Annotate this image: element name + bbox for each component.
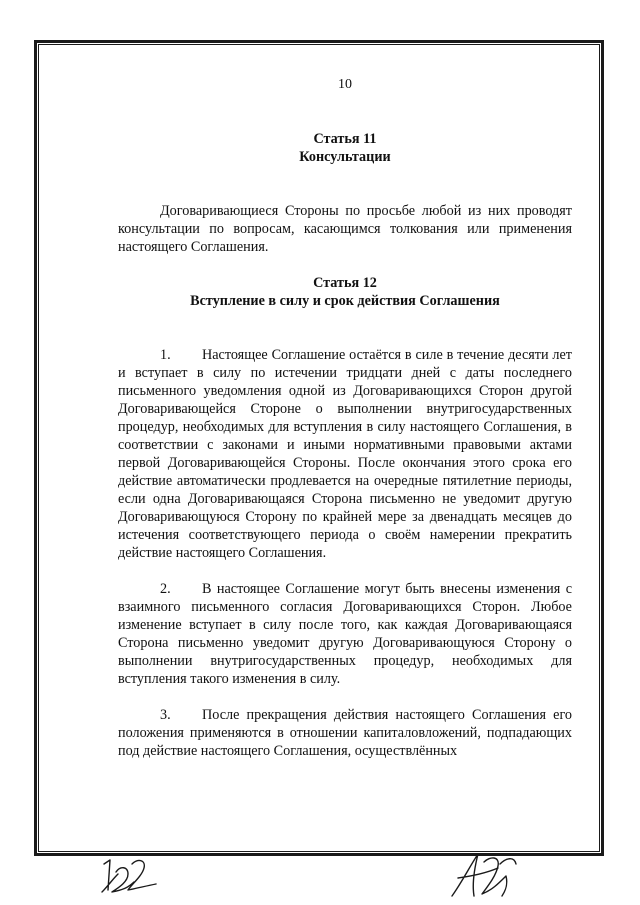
item-1-text: Настоящее Соглашение остаётся в силе в течение десяти лет и вступает в силу по истечении тридцати дней с даты последнего письменного уведомления одной из Договаривающихся Сторон другой Договаривающейся Стороне о выполнении внутригосударственных процедур, необходимых для вступления в силу настоящего Соглашения, в соответствии с законами и иными нормативными правовыми актами первой Договаривающейся Стороны. После окончания этого срока его действие автоматически продлевается на очередные пятилетние периоды, если одна Договаривающаяся Сторона письменно не уведомит другую Договаривающуюся Сторону по крайней мере за двенадцать месяцев до истечения соответствующего периода о своём намерении прекратить действие настоящего Соглашения. — [118, 347, 572, 561]
handwritten-initials-right — [444, 846, 524, 902]
item-3-text: После прекращения действия настоящего Соглашения его положения применяются в отношении капиталовложений, подпадающих под действие настоящего Соглашения, осуществлённых — [118, 707, 572, 759]
item-2-text: В настоящее Соглашение могут быть внесены изменения с взаимного письменного согласия Договаривающихся Сторон. Любое изменение вступает в силу после того, как каждая Договаривающаяся Сторона письменно уведомит другую Договаривающуюся Сторону о выполнении внутригосударственных процедур, необходимых для вступления такого изменения в силу. — [118, 581, 572, 687]
document-content — [118, 76, 572, 760]
article-12-item-3 — [118, 706, 572, 760]
article-12-title: Вступление в силу и срок действия Соглашения — [190, 293, 500, 309]
page-number: 10 — [338, 77, 352, 92]
article-11-number: Статья 11 — [313, 131, 377, 147]
article-12-number: Статья 12 — [313, 275, 377, 291]
item-1-number: 1. — [160, 347, 171, 363]
article-12-heading — [118, 274, 572, 310]
article-12-item-2 — [118, 580, 572, 688]
item-2-number: 2. — [160, 581, 171, 597]
article-12-item-1 — [118, 346, 572, 562]
article-11-heading — [118, 130, 572, 166]
article-11-paragraph: Договаривающиеся Стороны по просьбе любой из них проводят консультации по вопросам, касающимся толкования или применения настоящего Соглашения. — [118, 203, 572, 255]
item-3-number: 3. — [160, 707, 171, 723]
article-11-title: Консультации — [299, 149, 391, 165]
handwritten-initials-left — [98, 852, 168, 900]
